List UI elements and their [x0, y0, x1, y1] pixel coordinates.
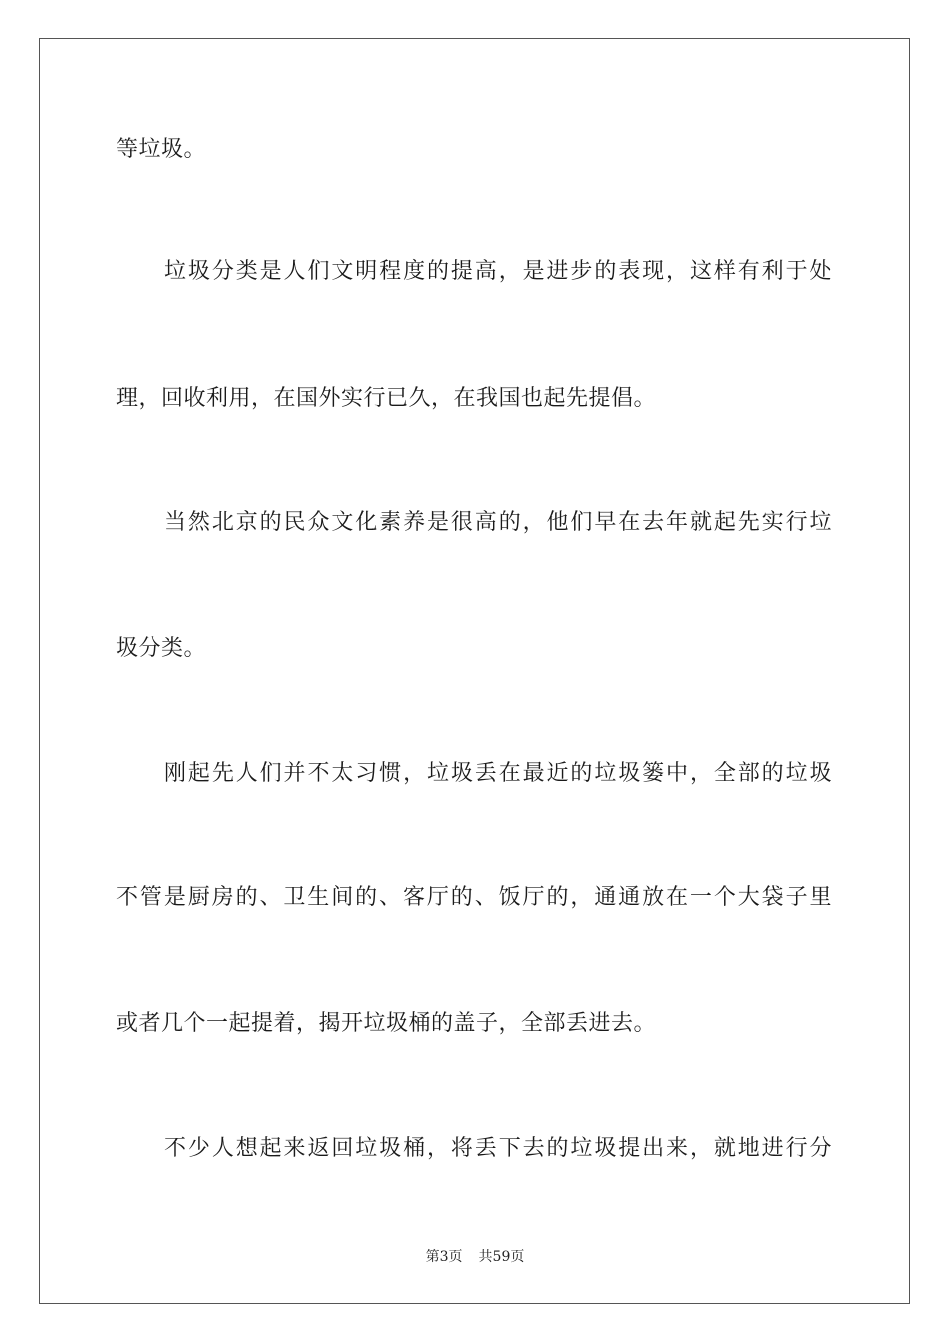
page-number: 第3页 [425, 1249, 463, 1265]
text-line-1: 等垃圾。 [116, 137, 207, 162]
text-line-5: 圾分类。 [116, 636, 207, 661]
page-footer [0, 1247, 950, 1267]
text-line-7: 不管是厨房的、卫生间的、客厅的、饭厅的，通通放在一个大袋子里 [116, 885, 832, 910]
page-border [39, 38, 910, 1304]
text-line-9: 不少人想起来返回垃圾桶，将丢下去的垃圾提出来，就地进行分 [164, 1136, 832, 1161]
text-line-2: 垃圾分类是人们文明程度的提高，是进步的表现，这样有利于处 [164, 259, 832, 284]
text-line-4: 当然北京的民众文化素养是很高的，他们早在去年就起先实行垃 [164, 510, 832, 535]
text-line-8: 或者几个一起提着，揭开垃圾桶的盖子，全部丢进去。 [116, 1011, 657, 1036]
total-pages: 共59页 [478, 1249, 525, 1265]
text-line-6: 刚起先人们并不太习惯，垃圾丢在最近的垃圾篓中，全部的垃圾 [164, 761, 832, 786]
text-line-3: 理，回收利用，在国外实行已久，在我国也起先提倡。 [116, 386, 657, 411]
